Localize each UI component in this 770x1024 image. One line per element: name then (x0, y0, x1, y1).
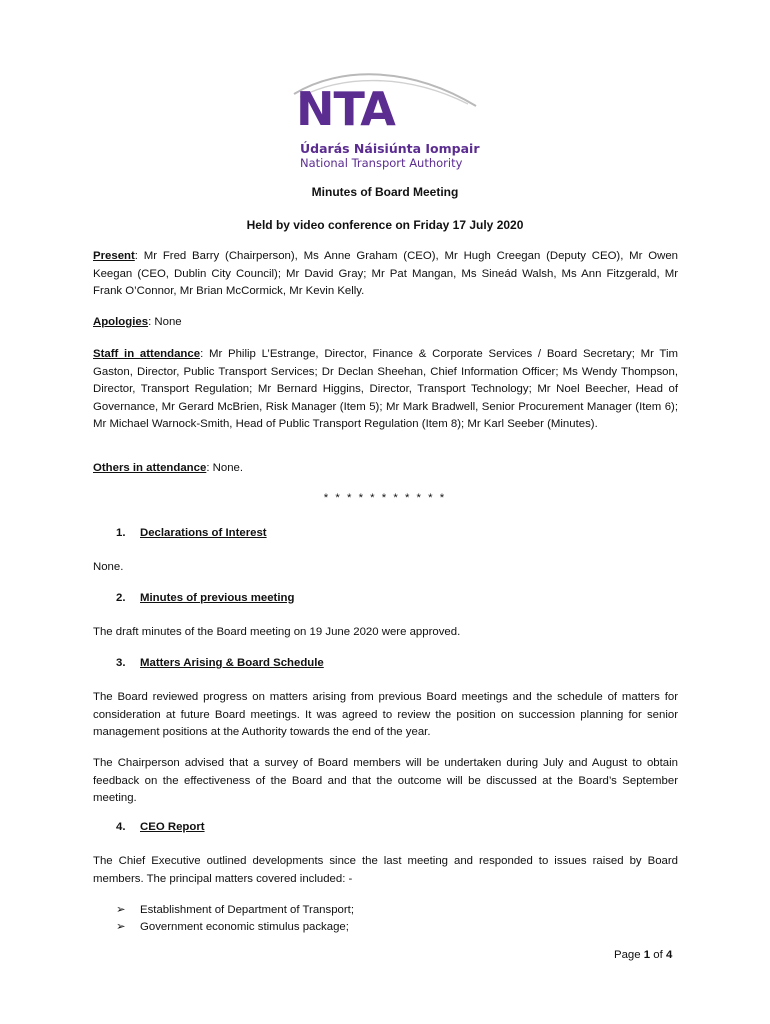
page-footer (614, 949, 672, 961)
section-heading-1 (116, 527, 267, 539)
apologies-label: Apologies (93, 316, 149, 328)
section-title: Declarations of Interest (140, 527, 267, 539)
list-item (116, 919, 349, 933)
section-title: Minutes of previous meeting (140, 592, 295, 604)
arrow-bullet-icon: ➢ (116, 904, 126, 916)
apologies-paragraph (93, 314, 678, 332)
section-4-body: The Chief Executive outlined developments since the last meeting and responded to issues raised by Board members. The principal matters covered included: - (93, 855, 678, 885)
present-text: : Mr Fred Barry (Chairperson), Ms Anne Graham (CEO), Mr Hugh Creegan (Deputy CEO), Mr Owen Keegan (CEO, Dublin City Council); Mr David Gray; Mr Pat Mangan, Ms Sineád Walsh, Ms Ann Fitzgerald, Mr Frank O’Connor, Mr Brian McCormick, Mr Kevin Kelly. (93, 250, 678, 297)
present-paragraph (93, 248, 678, 301)
section-3-body-1: The Board reviewed progress on matters arising from previous Board meetings and the schedule of matters for consideration at future Board meetings. It was agreed to review the position on succession planning for senior management positions at the Authority towards the end of the year. (93, 691, 678, 738)
staff-text: : Mr Philip L’Estrange, Director, Finance & Corporate Services / Board Secretary; Mr Tim Gaston, Director, Public Transport Services; Dr Declan Sheehan, Chief Information Officer; Ms Wendy Thompson, Director, Transport Regulation; Mr Bernard Higgins, Director, Transport Technology; Mr Noel Beecher, Head of Governance, Mr Gerard McBrien, Risk Manager (Item 5); Mr Mark Bradwell, Senior Procurement Manager (Item 6); Mr Michael Warnock-Smith, Head of Public Transport Regulation (Item 8); Mr Karl Seeber (Minutes). (93, 348, 678, 430)
staff-label: Staff in attendance (93, 348, 201, 360)
others-label: Others in attendance (93, 462, 207, 474)
section-title: Matters Arising & Board Schedule (140, 657, 324, 669)
logo-irish-name: Údarás Náisiúnta Iompair (300, 141, 480, 156)
section-number: 2. (116, 592, 126, 604)
others-paragraph (93, 460, 678, 478)
page-number: 1 (643, 949, 651, 961)
present-label: Present (93, 250, 135, 262)
section-2-body: The draft minutes of the Board meeting on 19 June 2020 were approved. (93, 626, 461, 638)
section-1-body: None. (93, 561, 124, 573)
document-title: Minutes of Board Meeting (311, 185, 459, 199)
section-title: CEO Report (140, 821, 205, 833)
document-subtitle: Held by video conference on Friday 17 July 2020 (246, 218, 524, 232)
separator: * * * * * * * * * * * (323, 492, 447, 504)
staff-paragraph (93, 346, 678, 434)
section-number: 3. (116, 657, 126, 669)
of-word: of (653, 949, 663, 961)
arrow-bullet-icon: ➢ (116, 921, 126, 933)
section-3-body-2: The Chairperson advised that a survey of Board members will be undertaken during July and August to obtain feedback on the effectiveness of the Board and that the outcome will be discussed at the Board’s September meeting. (93, 757, 678, 804)
section-number: 1. (116, 527, 126, 539)
section-number: 4. (116, 821, 126, 833)
logo-acronym: NTA (296, 82, 395, 136)
page-word: Page (614, 949, 641, 961)
nta-logo (290, 64, 480, 172)
others-text: : None. (206, 462, 244, 474)
list-item (116, 902, 354, 916)
page-total: 4 (665, 949, 673, 961)
apologies-text: : None (148, 316, 182, 328)
list-item-text: Establishment of Department of Transport; (140, 904, 354, 916)
section-heading-2 (116, 592, 294, 604)
logo-english-name: National Transport Authority (300, 156, 463, 170)
section-heading-4 (116, 821, 205, 833)
section-heading-3 (116, 657, 324, 669)
list-item-text: Government economic stimulus package; (140, 921, 349, 933)
